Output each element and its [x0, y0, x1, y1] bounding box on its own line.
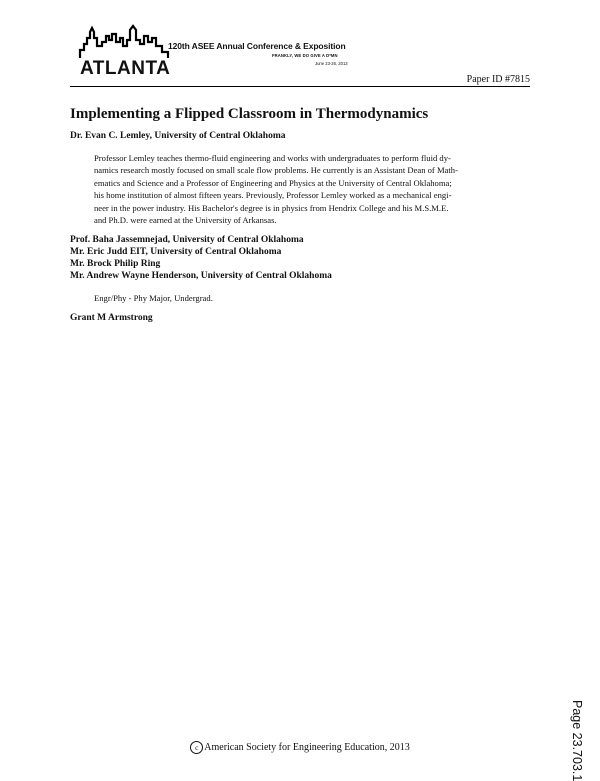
author-bio — [94, 152, 508, 226]
author-name: Dr. Evan C. Lemley, University of Central Oklahoma — [70, 131, 286, 141]
paper-id: Paper ID #7815 — [466, 74, 530, 85]
author-name: Grant M Armstrong — [70, 313, 153, 323]
page-number: Page 23.703.1 — [570, 700, 584, 781]
conference-title: 120th ASEE Annual Conference & Exposition — [168, 41, 346, 51]
author-name: Mr. Eric Judd EIT, University of Central Oklahoma — [70, 247, 282, 257]
author-note: Engr/Phy - Phy Major, Undergrad. — [94, 293, 213, 303]
copyright-text: American Society for Engineering Education, 2013 — [204, 742, 410, 753]
bio-line: his home institution of almost fifteen years. Previously, Professor Lemley worked as a mechanical engi- — [94, 190, 452, 201]
conference-dates: June 23-26, 2013 — [315, 61, 348, 66]
author-name: Prof. Baha Jassemnejad, University of Central Oklahoma — [70, 235, 304, 245]
author-name: Mr. Andrew Wayne Henderson, University of Central Oklahoma — [70, 271, 332, 281]
bio-line: ematics and Science and a Professor of Engineering and Physics at the University of Central Oklahoma; — [94, 177, 452, 188]
author-name: Mr. Brock Philip Ring — [70, 259, 161, 269]
bio-line: Professor Lemley teaches thermo-fluid engineering and works with undergraduates to perform fluid dy- — [94, 153, 451, 163]
bio-line: neer in the power industry. His Bachelor's degree is in physics from Hendrix College and his M.S.M.E. — [94, 202, 449, 213]
bio-line: and Ph.D. were earned at the University of Arkansas. — [94, 215, 277, 226]
conference-city: ATLANTA — [80, 58, 171, 79]
bio-line: namics research mostly focused on small scale flow problems. He currently is an Assistant Dean of Math- — [94, 165, 458, 176]
paper-title: Implementing a Flipped Classroom in Thermodynamics — [70, 106, 429, 122]
copyright-icon: c — [190, 741, 203, 754]
header-rule — [70, 86, 530, 87]
conference-tagline: FRANKLY, WE DO GIVE A D*MN — [272, 53, 338, 58]
copyright-footer — [0, 741, 600, 754]
